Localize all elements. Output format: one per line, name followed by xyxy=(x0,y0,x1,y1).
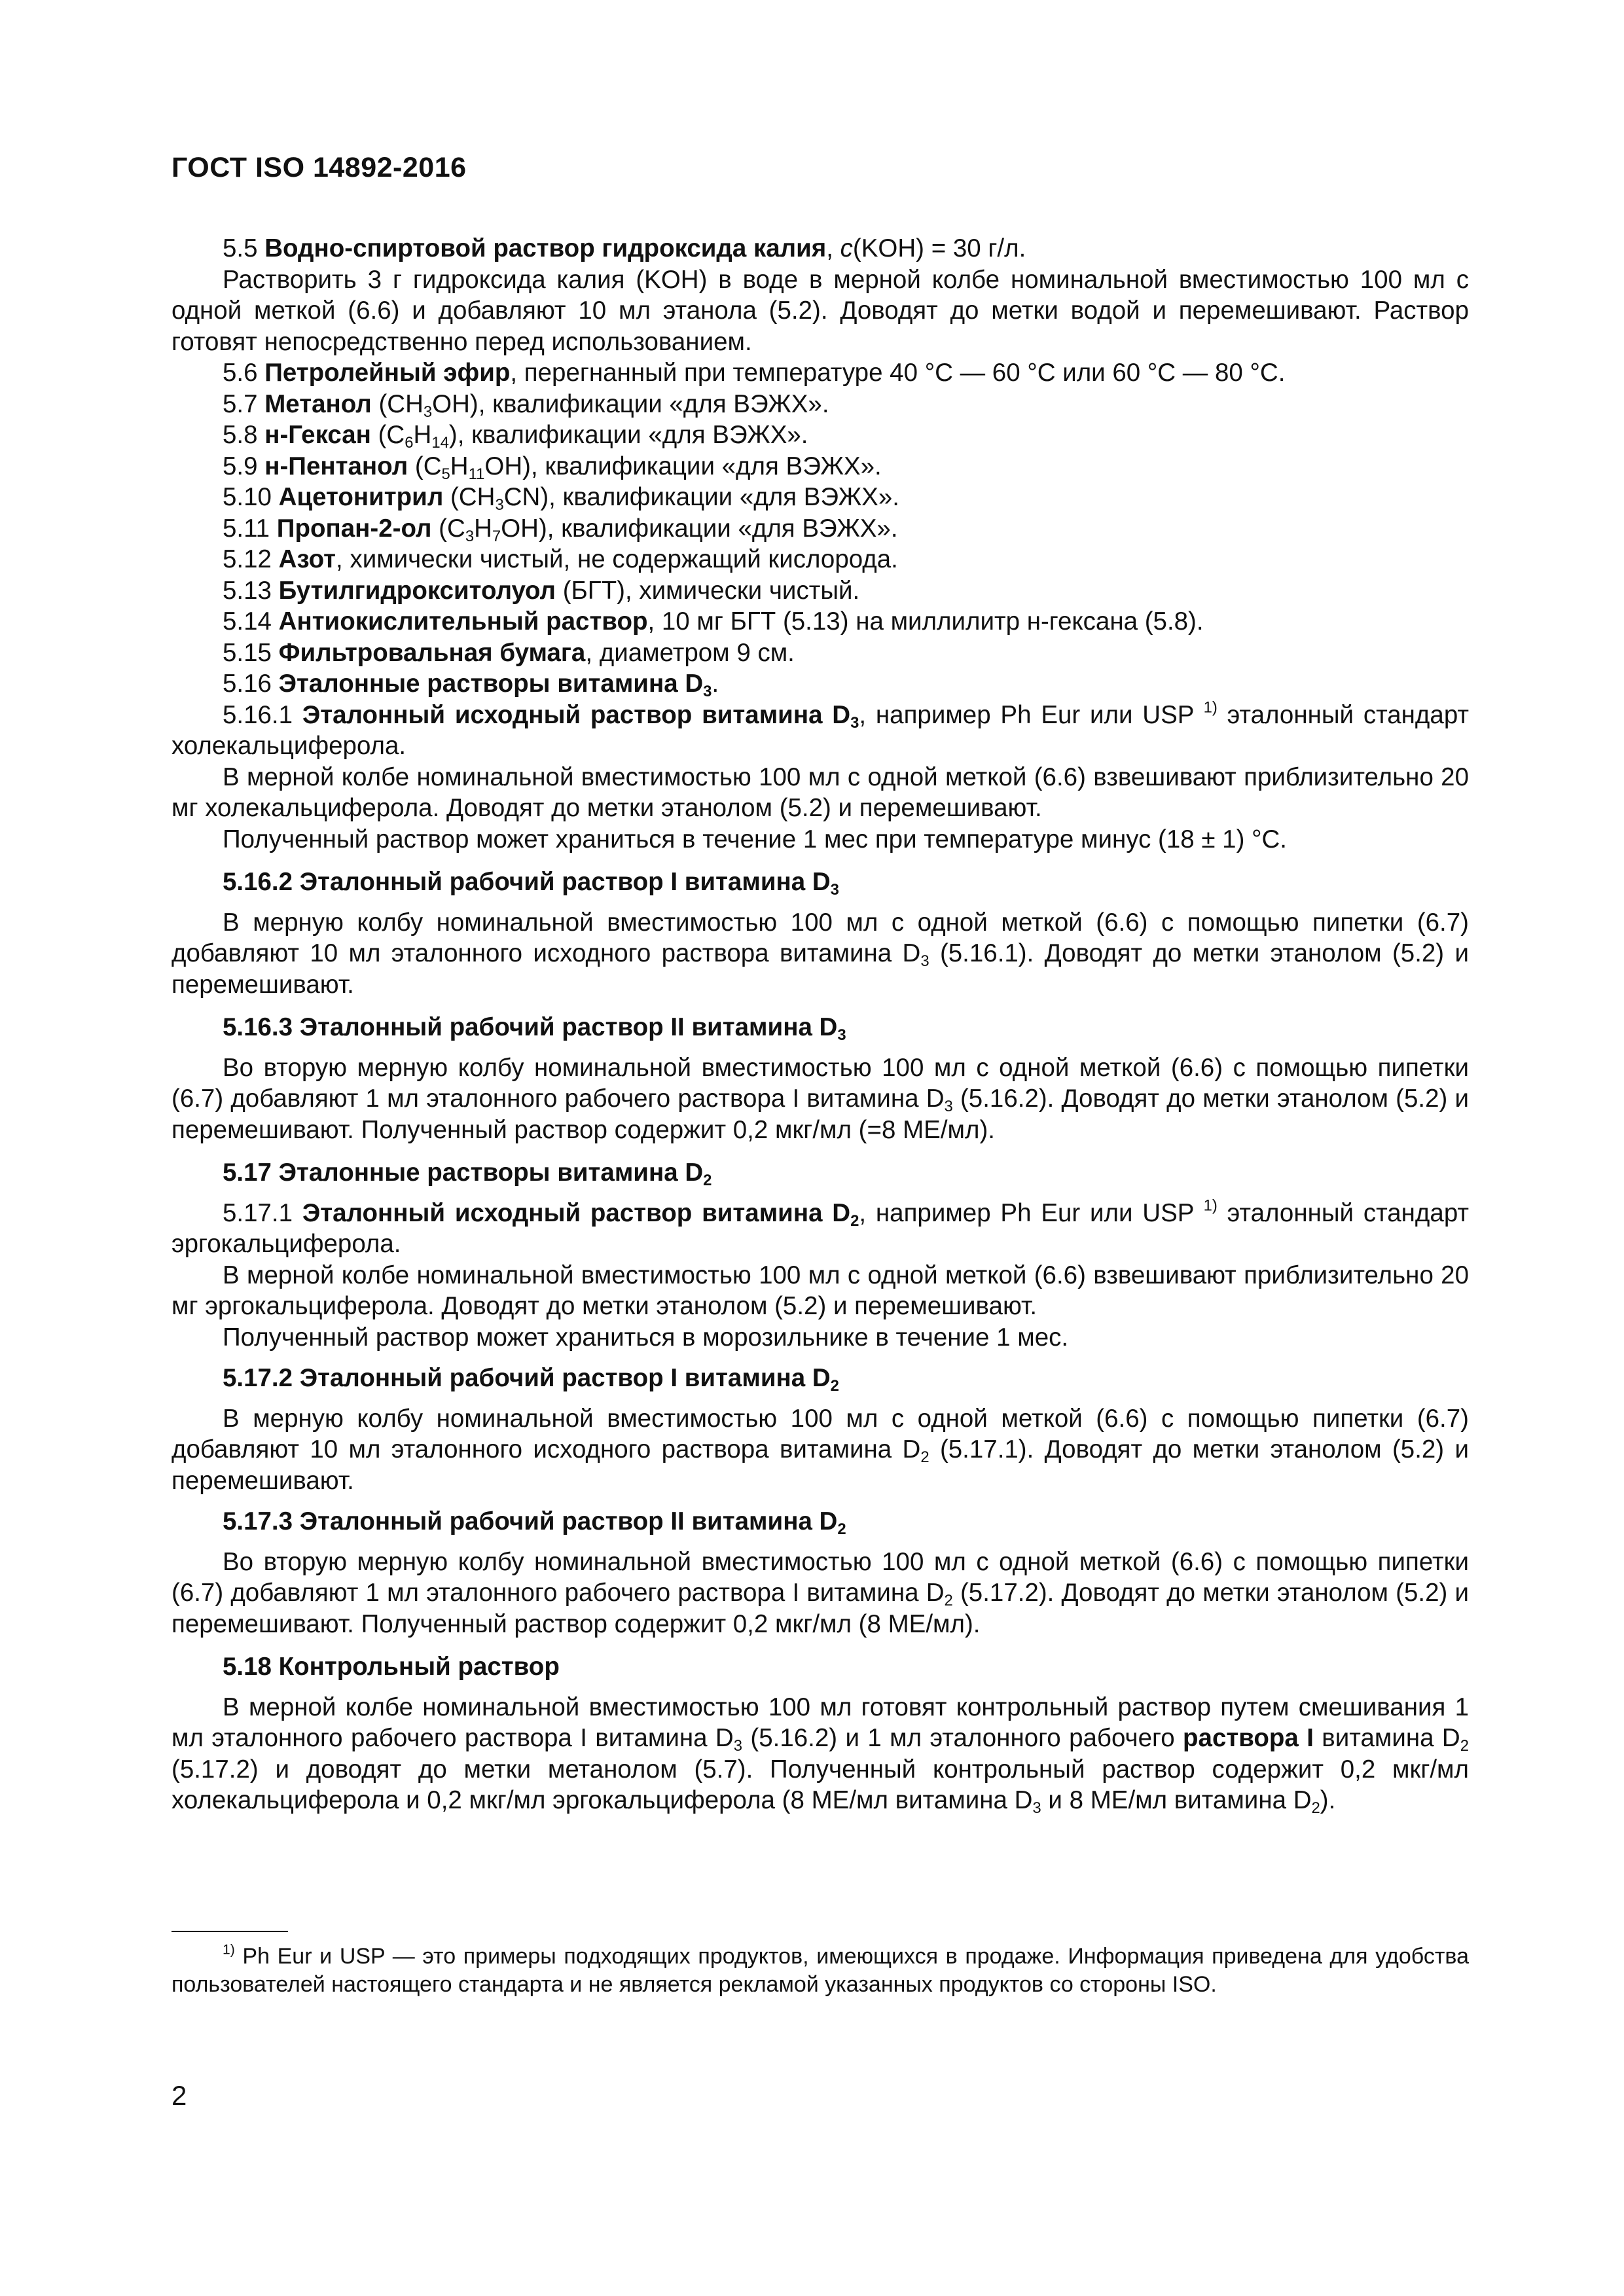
clause-5-16-1-text-2: Полученный раствор может храниться в течение 1 мес при температуре минус (18 ± 1) °С. xyxy=(223,825,1288,853)
clause-5-10: 5.10 Ацетонитрил $(CH_3CN)$, квалификации «для ВЭЖХ». xyxy=(223,483,899,514)
clause-5-16-3-text: Во вторую мерную колбу номинальной вместимостью 100 мл с одной меткой (6.6) с помощью пипетки (6.7) добавляют 1 мл эталонного рабочего раствора I витамина $D_3$ (5.16.2). Доводят до метки этанолом (5.2) и перемешивают. Полученный раствор содержит 0,2 мкг/мл (=8 МЕ/мл). xyxy=(171,1053,1469,1144)
clause-5-7: 5.7 Метанол $(CH_3OH)$, квалификации «для ВЭЖХ». xyxy=(223,389,829,421)
clause-5-16-2-title: 5.16.2 Эталонный рабочий раствор I витамина $D_3$ xyxy=(223,868,839,899)
clause-5-13: 5.13 Бутилгидрокситолуол (БГТ), химически чистый. xyxy=(223,576,860,605)
footnote-ref: 1) xyxy=(1203,1196,1218,1214)
clause-5-15: 5.15 Фильтровальная бумага, диаметром 9 см. xyxy=(223,638,795,667)
clause-5-17-2-title: 5.17.2 Эталонный рабочий раствор I витамина $D_2$ xyxy=(223,1364,839,1395)
clause-5-18-text: В мерной колбе номинальной вместимостью 100 мл готовят контрольный раствор путем смешивания 1 мл эталонного рабочего раствора I витамина $D_3$ (5.16.2) и 1 мл эталонного рабочего раствора I витамина $D_2$ (5.17.2) и доводят до метки метанолом (5.7). Полученный контрольный раствор содержит 0,2 мкг/мл холекальциферола и 0,2 мкг/мл эргокальциферола (8 МЕ/мл витамина $D_3$ и 8 МЕ/мл витамина $D_2$). xyxy=(171,1693,1469,1818)
clause-5-16-3-title: 5.16.3 Эталонный рабочий раствор II витамина $D_3$ xyxy=(223,1013,846,1045)
footnote-separator xyxy=(171,1931,288,1932)
document-header: ГОСТ ISO 14892-2016 xyxy=(171,152,467,183)
footnote-marker: 1) xyxy=(223,1942,235,1958)
clause-5-5: 5.5 Водно-спиртовой раствор гидроксида калия, c(KOH) = 30 г/л. xyxy=(223,234,1026,262)
clause-5-16-2-text: В мерную колбу номинальной вместимостью 100 мл с одной меткой (6.6) с помощью пипетки (6.7) добавляют 10 мл эталонного исходного раствора витамина $D_3$ (5.16.1). Доводят до метки этанолом (5.2) и перемешивают. xyxy=(171,908,1469,999)
clause-5-17-1: 5.17.1 Эталонный исходный раствор витамина $D_2$, например Ph Eur или USP $^{1)}$ эталонный стандарт эргокальциферола. xyxy=(171,1196,1470,1258)
clause-5-5-text: Растворить 3 г гидроксида калия (KOH) в воде в мерной колбе номинальной вместимостью 100 мл с одной меткой (6.6) и добавляют 10 мл этанола (5.2). Доводят до метки водой и перемешивают. Раствор готовят непосредственно перед использованием. xyxy=(171,265,1469,356)
clause-5-9: 5.9 н-Пентанол $(C_5H_{11}OH)$, квалификации «для ВЭЖХ». xyxy=(223,452,882,483)
clause-5-16-1: 5.16.1 Эталонный исходный раствор витамина $D_3$, например Ph Eur или USP $^{1)}$ эталонный стандарт холекальциферола. xyxy=(171,698,1470,760)
clause-5-17-1-text-1: В мерной колбе номинальной вместимостью 100 мл с одной меткой (6.6) взвешивают приблизительно 20 мг эргокальциферола. Доводят до метки этанолом (5.2) и перемешивают. xyxy=(171,1261,1469,1320)
clause-5-8: 5.8 н-Гексан $(C_6H_{14})$, квалификации «для ВЭЖХ». xyxy=(223,421,808,452)
clause-5-16-1-text-1: В мерной колбе номинальной вместимостью 100 мл с одной меткой (6.6) взвешивают приблизительно 20 мг холекальциферола. Доводят до метки этанолом (5.2) и перемешивают. xyxy=(171,762,1469,822)
clause-5-18-title: 5.18 Контрольный раствор xyxy=(223,1653,560,1681)
clause-5-6: 5.6 Петролейный эфир, перегнанный при температуре 40 °С — 60 °С или 60 °С — 80 °С. xyxy=(223,359,1286,387)
clause-5-17-3-title: 5.17.3 Эталонный рабочий раствор II витамина $D_2$ xyxy=(223,1507,846,1539)
document-body xyxy=(171,233,1469,1816)
clause-5-17-2-text: В мерную колбу номинальной вместимостью 100 мл с одной меткой (6.6) с помощью пипетки (6.7) добавляют 10 мл эталонного исходного раствора витамина $D_2$ (5.17.1). Доводят до метки этанолом (5.2) и перемешивают. xyxy=(171,1404,1469,1495)
clause-5-17-1-text-2: Полученный раствор может храниться в морозильнике в течение 1 мес. xyxy=(223,1323,1069,1352)
clause-5-11: 5.11 Пропан-2-ол $(C_3H_7OH)$, квалификации «для ВЭЖХ». xyxy=(223,514,898,545)
page-number: 2 xyxy=(171,2080,187,2111)
clause-5-12: 5.12 Азот, химически чистый, не содержащий кислорода. xyxy=(223,545,898,573)
clause-5-17-3-text: Во вторую мерную колбу номинальной вместимостью 100 мл с одной меткой (6.6) с помощью пипетки (6.7) добавляют 1 мл эталонного рабочего раствора I витамина $D_2$ (5.17.2). Доводят до метки этанолом (5.2) и перемешивают. Полученный раствор содержит 0,2 мкг/мл (8 МЕ/мл). xyxy=(171,1547,1469,1638)
footnote-ref: 1) xyxy=(1203,698,1218,716)
clause-5-14: 5.14 Антиокислительный раствор, 10 мг БГТ (5.13) на миллилитр н-гексана (5.8). xyxy=(223,607,1204,636)
footnote: $^{1)}$ Ph Eur и USP — это примеры подходящих продуктов, имеющихся в продаже. Информация приведена для удобства пользователей настоящего стандарта и не является рекламой указанных продуктов со стороны ISO. xyxy=(171,1942,1469,1997)
clause-5-16: 5.16 Эталонные растворы витамина $D_3$. xyxy=(223,670,719,701)
clause-5-17-title: 5.17 Эталонные растворы витамина $D_2$ xyxy=(223,1158,712,1190)
